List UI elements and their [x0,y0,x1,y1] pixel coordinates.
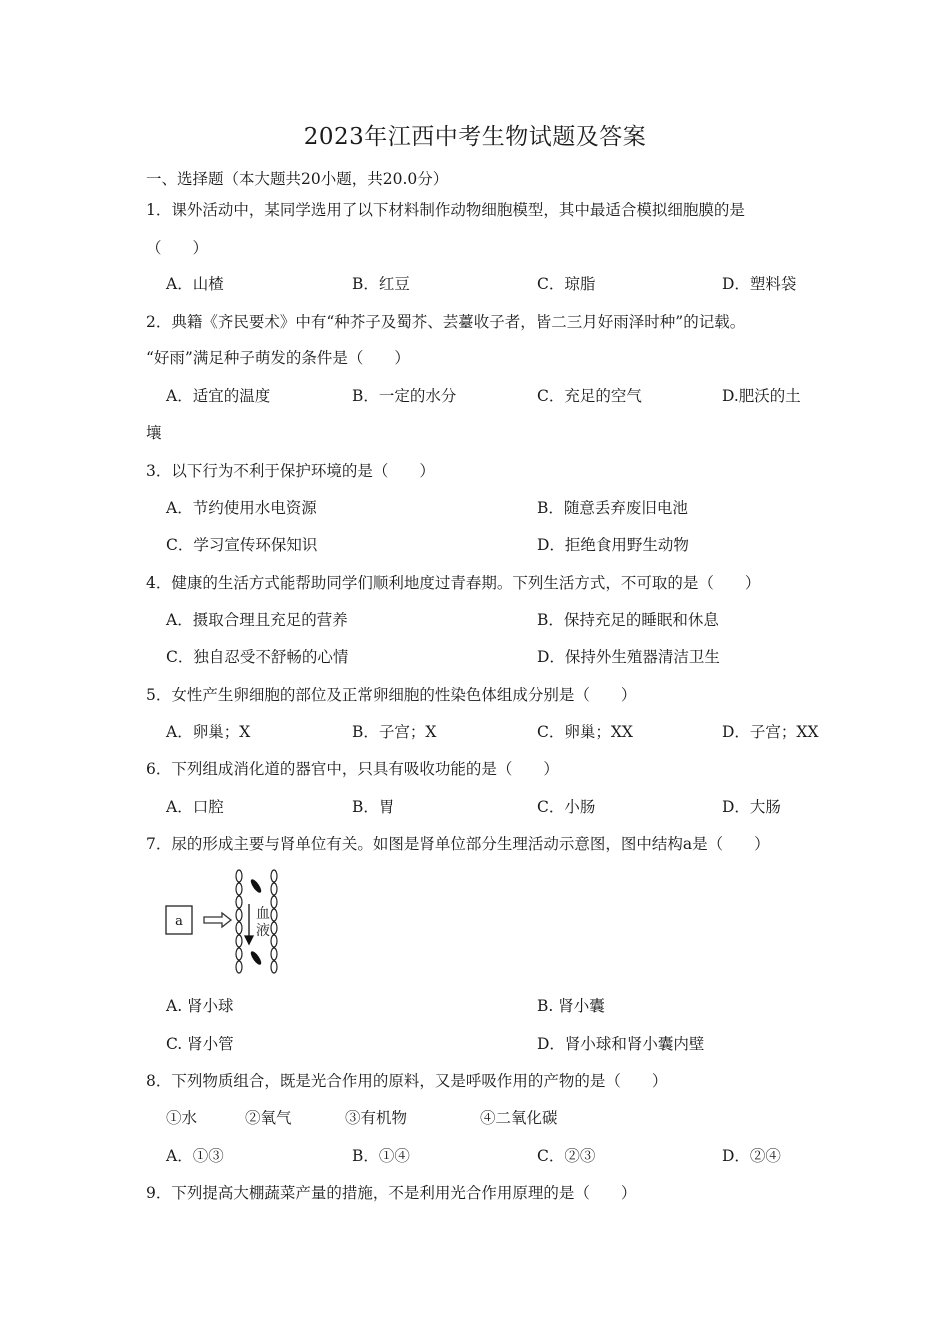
q8-option-b: B．①④ [352,1147,410,1165]
question-1-stem: 1．课外活动中，某同学选用了以下材料制作动物细胞模型，其中最适合模拟细胞膜的是 [146,201,745,219]
q5-option-c: C．卵巢；XX [537,723,633,741]
q6-option-a: A．口腔 [166,798,224,816]
arrow-right-icon [204,913,231,927]
q1-option-c: C．琼脂 [537,275,596,293]
q2-option-b: B．一定的水分 [352,387,457,405]
q8-item-3: ③有机物 [345,1109,408,1127]
q8-option-c: C．②③ [537,1147,596,1165]
q7-option-b: B. 肾小囊 [537,997,605,1015]
q1-option-a: A．山楂 [166,275,224,293]
vessel-wall-right [271,870,277,973]
q2-option-d: D.肥沃的土 [722,387,801,405]
arrow-down-icon [245,904,253,944]
q5-option-d: D．子宫；XX [722,723,819,741]
vessel-label-blood-1: 血 [256,906,270,922]
q7-option-d: D．肾小球和肾小囊内壁 [537,1035,705,1053]
q4-option-c: C．独自忍受不舒畅的心情 [166,648,349,666]
q7-option-c: C. 肾小管 [166,1035,234,1053]
section-heading: 一、选择题（本大题共20小题，共20.0分） [146,170,449,188]
q5-option-a: A．卵巢；X [166,723,251,741]
q8-item-4: ④二氧化碳 [480,1109,558,1127]
q8-option-a: A．①③ [166,1147,224,1165]
q2-option-c: C．充足的空气 [537,387,642,405]
q8-option-d: D．②④ [722,1147,781,1165]
q8-item-2: ②氧气 [245,1109,292,1127]
q3-option-b: B．随意丢弃废旧电池 [537,499,688,517]
q4-option-a: A．摄取合理且充足的营养 [166,611,348,629]
question-7-stem: 7．尿的形成主要与肾单位有关。如图是肾单位部分生理活动示意图，图中结构a是（ ） [146,835,770,853]
q6-option-d: D．大肠 [722,798,781,816]
q3-option-d: D．拒绝食用野生动物 [537,536,689,554]
q2-option-a: A．适宜的温度 [166,387,271,405]
question-5-stem: 5．女性产生卵细胞的部位及正常卵细胞的性染色体组成分别是（ ） [146,686,637,704]
q7-option-a: A. 肾小球 [166,997,234,1015]
q6-option-c: C．小肠 [537,798,596,816]
question-2-stem-cont: “好雨”满足种子萌发的条件是（ ） [146,349,410,367]
question-9-stem: 9．下列提高大棚蔬菜产量的措施，不是利用光合作用原理的是（ ） [146,1184,637,1202]
q3-option-c: C．学习宣传环保知识 [166,536,318,554]
q4-option-d: D．保持外生殖器清洁卫生 [537,648,720,666]
question-6-stem: 6．下列组成消化道的器官中，只具有吸收功能的是（ ） [146,760,559,778]
q3-option-a: A．节约使用水电资源 [166,499,317,517]
vessel-label-blood-2: 液 [256,923,270,939]
page-title: 2023年江西中考生物试题及答案 [303,124,647,150]
q1-option-b: B．红豆 [352,275,410,293]
q6-option-b: B．胃 [352,798,395,816]
question-4-stem: 4．健康的生活方式能帮助同学们顺利地度过青春期。下列生活方式，不可取的是（ ） [146,574,761,592]
q8-item-1: ①水 [166,1109,198,1127]
q1-option-d: D．塑料袋 [722,275,797,293]
question-3-stem: 3．以下行为不利于保护环境的是（ ） [146,462,435,480]
question-1-stem-cont: （ ） [146,239,209,257]
q5-option-b: B．子宫；X [352,723,437,741]
blood-cell-icon [249,878,263,967]
q2-option-d-wrap: 壤 [146,424,162,442]
vessel-wall-left [236,870,242,973]
question-2-stem: 2．典籍《齐民要术》中有“种芥子及蜀芥、芸薹收子者，皆二三月好雨泽时种”的记载。 [146,313,746,331]
structure-a-label: a [175,914,183,929]
question-8-stem: 8．下列物质组合，既是光合作用的原料，又是呼吸作用的产物的是（ ） [146,1072,668,1090]
nephron-diagram [160,866,290,978]
q4-option-b: B．保持充足的睡眠和休息 [537,611,719,629]
